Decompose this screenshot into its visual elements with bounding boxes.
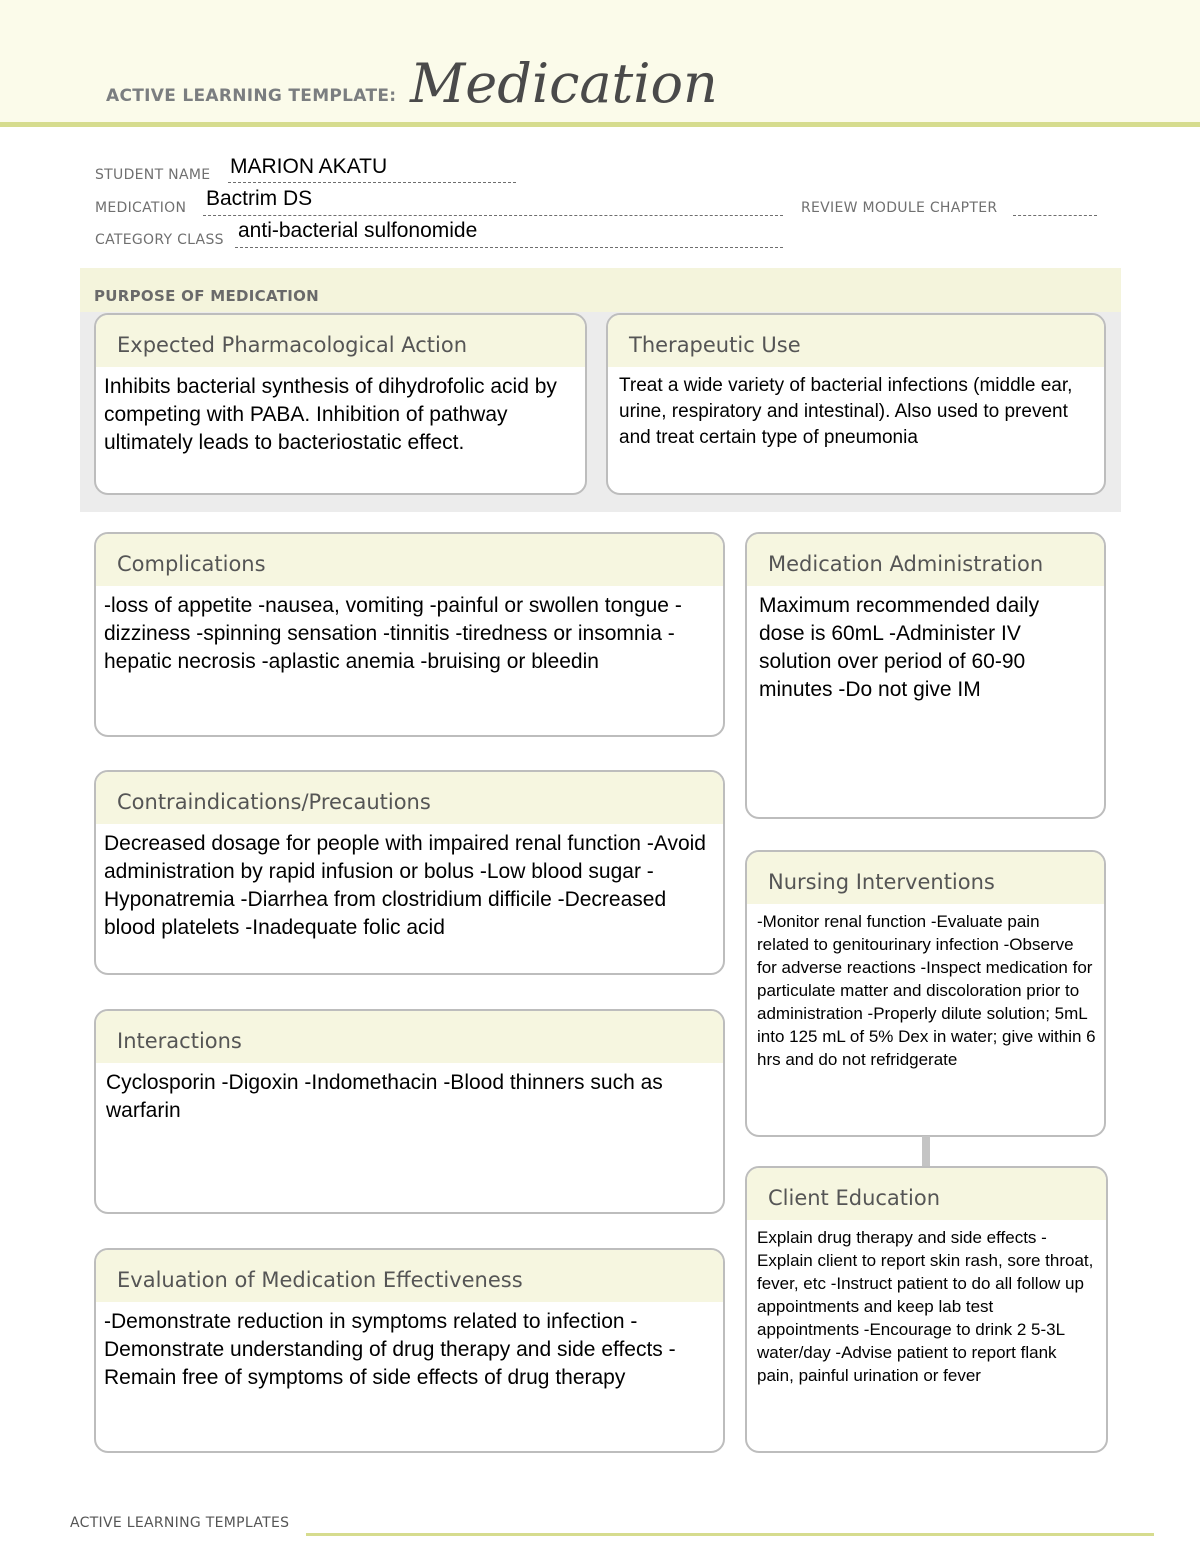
complications-box[interactable] xyxy=(94,532,725,737)
therapeutic-use-title: Therapeutic Use xyxy=(608,315,1104,367)
category-class-row xyxy=(95,231,224,248)
footer-divider xyxy=(306,1533,1154,1536)
medication-administration-title: Medication Administration xyxy=(747,534,1104,586)
student-name-row xyxy=(95,166,210,183)
category-class-value: anti-bacterial sulfonomide xyxy=(238,219,478,242)
complications-body: -loss of appetite -nausea, vomiting -painful or swollen tongue -dizziness -spinning sensation -tinnitis -tiredness or insomnia -hepatic necrosis -aplastic anemia -bruising or bleedin xyxy=(104,594,682,673)
page-title: Medication xyxy=(410,52,718,115)
client-education-title: Client Education xyxy=(747,1168,1106,1220)
header-divider xyxy=(0,122,1200,127)
student-name-value: MARION AKATU xyxy=(230,155,388,178)
therapeutic-use-body: Treat a wide variety of bacterial infections (middle ear, urine, respiratory and intestinal). Also used to prevent and treat certain type of pneumonia xyxy=(619,375,1073,448)
category-class-label: CATEGORY CLASS xyxy=(95,232,224,248)
review-module-field[interactable] xyxy=(1013,191,1097,216)
student-name-label: STUDENT NAME xyxy=(95,167,211,183)
expected-action-title: Expected Pharmacological Action xyxy=(96,315,585,367)
contraindications-body: Decreased dosage for people with impaired renal function -Avoid administration by rapid infusion or bolus -Low blood sugar -Hyponatremia -Diarrhea from clostridium difficile -Decreased blood platelets -Inadequate folic acid xyxy=(104,832,706,939)
evaluation-title: Evaluation of Medication Effectiveness xyxy=(96,1250,723,1302)
footer-label: ACTIVE LEARNING TEMPLATES xyxy=(70,1515,290,1531)
client-education-body: Explain drug therapy and side effects -Explain client to report skin rash, sore throat, fever, etc -Instruct patient to do all follow up appointments and keep lab test appointments -Encourage to drink 2 5-3L water/day -Advise patient to report flank pain, painful urination or fever xyxy=(757,1228,1094,1385)
interactions-body: Cyclosporin -Digoxin -Indomethacin -Blood thinners such as warfarin xyxy=(106,1071,663,1122)
review-module-label: REVIEW MODULE CHAPTER xyxy=(801,200,998,216)
medication-administration-body: Maximum recommended daily dose is 60mL -Administer IV solution over period of 60-90 minutes -Do not give IM xyxy=(759,594,1040,701)
review-module-row xyxy=(801,199,997,216)
medication-row xyxy=(95,199,186,216)
box-connector xyxy=(922,1136,930,1166)
contraindications-title: Contraindications/Precautions xyxy=(96,772,723,824)
purpose-label: PURPOSE OF MEDICATION xyxy=(94,287,320,305)
medication-administration-box[interactable] xyxy=(745,532,1106,819)
evaluation-box[interactable] xyxy=(94,1248,725,1453)
medication-label: MEDICATION xyxy=(95,200,187,216)
client-education-box[interactable] xyxy=(745,1166,1108,1453)
interactions-box[interactable] xyxy=(94,1009,725,1214)
nursing-interventions-box[interactable] xyxy=(745,850,1106,1137)
contraindications-box[interactable] xyxy=(94,770,725,975)
interactions-title: Interactions xyxy=(96,1011,723,1063)
evaluation-body: -Demonstrate reduction in symptoms related to infection -Demonstrate understanding of drug therapy and side effects -Remain free of symptoms of side effects of drug therapy xyxy=(104,1310,676,1389)
complications-title: Complications xyxy=(96,534,723,586)
expected-action-body: Inhibits bacterial synthesis of dihydrofolic acid by competing with PABA. Inhibition of pathway ultimately leads to bacteriostatic effect. xyxy=(104,375,557,454)
nursing-interventions-body: -Monitor renal function -Evaluate pain related to genitourinary infection -Observe for adverse reactions -Inspect medication for particulate matter and discoloration prior to administration -Properly dilute solution; 5mL into 125 mL of 5% Dex in water; give within 6 hrs and do not refridgerate xyxy=(757,912,1096,1069)
medication-value: Bactrim DS xyxy=(206,187,313,210)
nursing-interventions-title: Nursing Interventions xyxy=(747,852,1104,904)
therapeutic-use-box[interactable] xyxy=(606,313,1106,495)
template-label: ACTIVE LEARNING TEMPLATE: xyxy=(106,86,397,106)
expected-action-box[interactable] xyxy=(94,313,587,495)
